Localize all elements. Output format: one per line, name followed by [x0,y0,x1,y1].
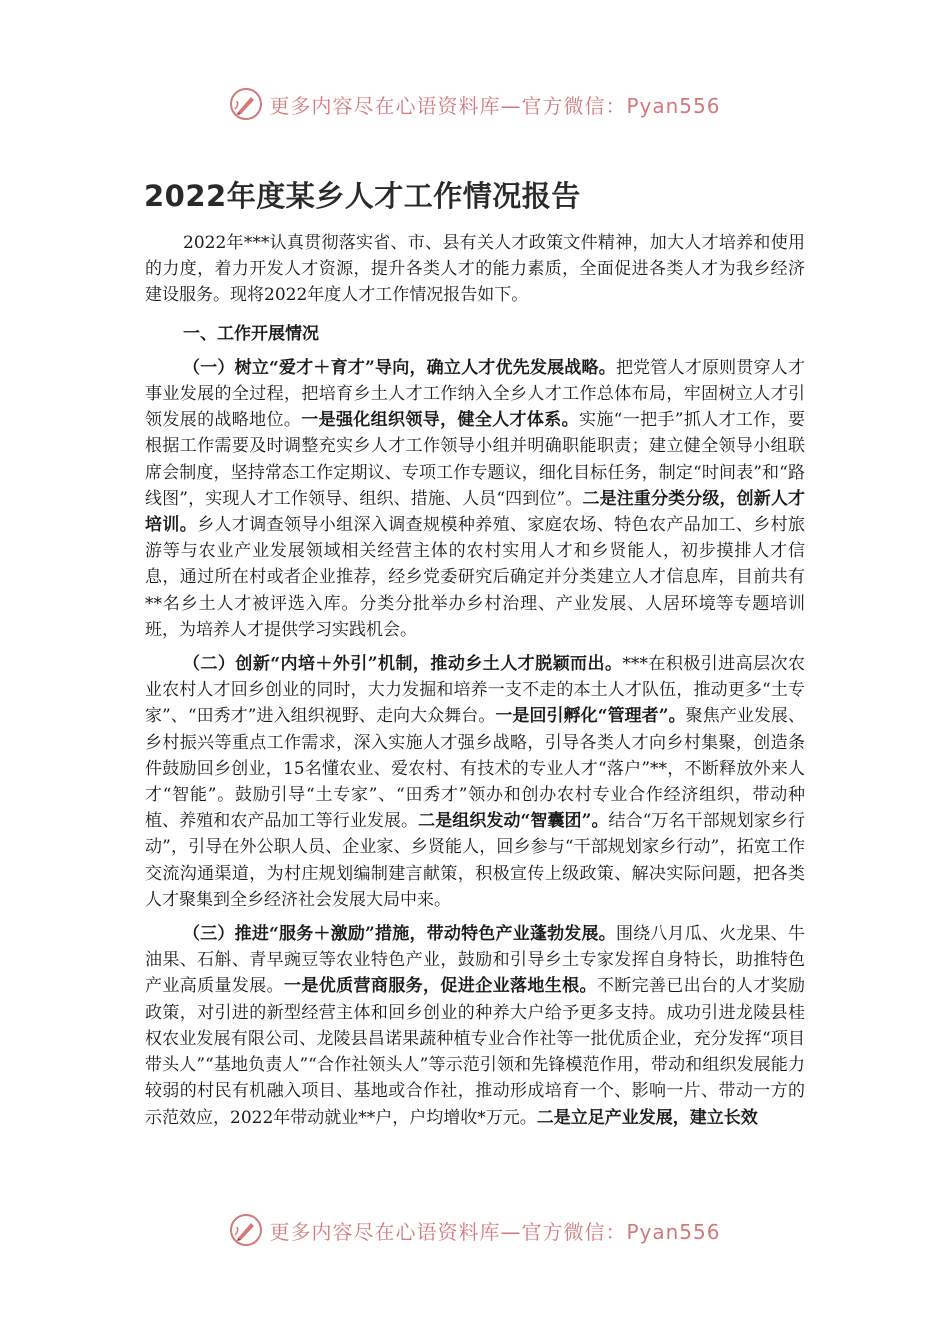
p2-bold-1: （二）创新“内培＋外引”机制，推动乡土人才脱颖而出。 [183,654,623,675]
paragraph-2 [145,651,805,913]
p2-bold-2: 一是回引孵化“管理者”。 [495,706,686,727]
paragraph-3 [145,921,805,1131]
p3-bold-3: 二是立足产业发展，建立长效 [536,1107,758,1128]
pen-logo-icon [229,1213,263,1247]
footer-banner-text: 更多内容尽在心语资料库—官方微信：Pyan556 [269,1219,721,1244]
p3-text-1: 围绕八月瓜、火龙果、牛油果、石斛、青早豌豆等农业特色产业，鼓励和引导乡土专家发挥自身特长，助推特色产业高质量发展。 [145,924,806,997]
pen-logo-icon [229,87,263,121]
footer-banner [0,1208,950,1252]
p1-text-3: 乡人才调查领导小组深入调查规模种养殖、家庭农场、特色农产品加工、乡村旅游等与农业产业发展领域相关经营主体的农村实用人才和乡贤能人，初步摸排人才信息，通过所在村或者企业推荐，经乡党委研究后确定并分类建立人才信息库，目前共有**名乡土人才被评选入库。分类分批举办乡村治理、产业发展、人居环境等专题培训班，为培养人才提供学习实践机会。 [145,515,806,640]
p1-bold-3: 二是注重分类分级，创新人才培训。 [145,488,805,536]
document-title: 2022年度某乡人才工作情况报告 [144,179,581,213]
p1-bold-2: 一是强化组织领导，健全人才体系。 [301,410,579,431]
header-banner [0,82,950,126]
p1-text-1: 把党管人才原则贯穿人才事业发展的全过程，把培育乡土人才工作纳入全乡人才工作总体布局，牢固树立人才引领发展的战略地位。 [145,357,806,431]
p1-bold-1: （一）树立“爱才＋育才”导向，确立人才优先发展战略。 [183,357,616,378]
document-body [145,230,805,1131]
p3-text-2: 不断完善已出台的人才奖励政策，对引进的新型经营主体和回乡创业的种养大户给予更多支持。成功引进龙陵县桂权农业发展有限公司、龙陵县昌诺果蔬种植专业合作社等一批优质企业，充分发挥“项目带头人”“基地负责人”“合作社领头人”等示范引领和先锋模范作用，带动和组织发展能力较弱的村民有机融入项目、基地或合作社，推动形成培育一个、影响一片、带动一方的示范效应，2022年带动就业**户，户均增收*万元。 [145,976,806,1128]
p1-text-2: 实施“一把手”抓人才工作，要根据工作需要及时调整充实乡人才工作领导小组并明确职能职责；建立健全领导小组联席会制度，坚持常态工作定期议、专项工作专题议，细化目标任务，制定“时间表”和“路线图”，实现人才工作领导、组织、措施、人员“四到位”。 [145,410,806,509]
p3-bold-1: （三）推进“服务＋激励”措施，带动特色产业蓬勃发展。 [183,924,616,945]
p3-bold-2: 一是优质营商服务，促进企业落地生根。 [284,976,597,997]
p2-text-3: 结合“万名干部规划家乡行动”，引导在外公职人员、企业家、乡贤能人，回乡参与“干部规划家乡行动”，拓宽工作交流沟通渠道，为村庄规划编制建言献策，积极宣传上级政策、解决实际问题，把各类人才聚集到全乡经济社会发展大局中来。 [145,811,805,910]
intro-paragraph: 2022年***认真贯彻落实省、市、县有关人才政策文件精神，加大人才培养和使用的力度，着力开发人才资源，提升各类人才的能力素质，全面促进各类人才为我乡经济建设服务。现将2022年度人才工作情况报告如下。 [145,233,805,306]
p2-bold-3: 二是组织发动“智囊团”。 [418,811,609,832]
paragraph-1 [145,355,805,643]
section-heading-1: 一、工作开展情况 [183,323,319,344]
p2-text-2: 聚焦产业发展、乡村振兴等重点工作需求，深入实施人才强乡战略，引导各类人才向乡村集聚，创造条件鼓励回乡创业，15名懂农业、爱农村、有技术的专业人才“落户”**，不断释放外来人才“智能”。鼓励引导“土专家”、“田秀才”领办和创办农村专业合作经济组织，带动种植、养殖和农产品加工等行业发展。 [145,706,805,832]
header-banner-text: 更多内容尽在心语资料库—官方微信：Pyan556 [269,93,721,118]
p2-text-1: ***在积极引进高层次农业农村人才回乡创业的同时，大力发掘和培养一支不走的本土人才队伍，推动更多“土专家”、“田秀才”进入组织视野、走向大众舞台。 [145,654,806,727]
